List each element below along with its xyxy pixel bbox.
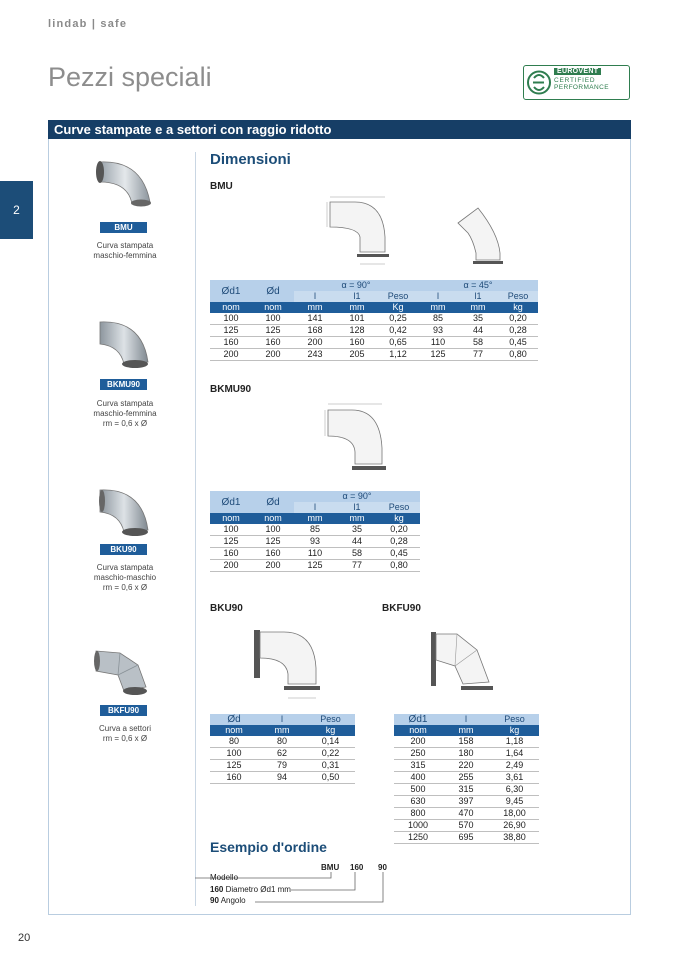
table-cell: 200 xyxy=(252,560,294,572)
order-code-model: BMU xyxy=(321,863,340,872)
bkfu90-drawing xyxy=(425,620,505,700)
table-cell: 180 xyxy=(442,748,490,760)
table-cell: 695 xyxy=(442,832,490,844)
table-cell: 1,12 xyxy=(378,349,418,361)
table-cell: 85 xyxy=(294,524,336,536)
bmu-table: Ød1 Ød α = 90° α = 45° l l1 Peso l l1 Peso nom nom mm mm Kg mm mm kg 100 100 141 101 0,25 85 35 0,20 125 125 168 128 0,42 93 44 0,28 160 160 200 160 0,65 110 58 0,45 200 200 243 205 1,12 125 77 0,80 xyxy=(210,280,538,361)
table-cell: 800 xyxy=(394,808,442,820)
eurovent-line3: PERFORMANCE xyxy=(554,84,609,91)
table-cell: 243 xyxy=(294,349,336,361)
bkmu90-badge: BKMU90 xyxy=(100,379,147,390)
table-cell: 160 xyxy=(210,548,252,560)
table-cell: 200 xyxy=(294,337,336,349)
table-cell: 44 xyxy=(336,536,378,548)
table-row xyxy=(394,736,539,748)
table-cell: 397 xyxy=(442,796,490,808)
order-line-model: Modello xyxy=(210,873,239,882)
bku90-table: Ød l Peso nom mm kg 80 80 0,14 100 62 0,22 125 79 0,31 160 94 0,50 xyxy=(210,714,355,784)
eurovent-line1: EUROVENT xyxy=(554,68,601,75)
bkmu90-caption: Curva stampata maschio-femmina rm = 0,6 x Ø xyxy=(93,399,157,428)
table-row xyxy=(210,548,420,560)
table-cell: 128 xyxy=(336,325,378,337)
table-cell: 0,25 xyxy=(378,313,418,325)
table-cell: 0,50 xyxy=(306,772,355,784)
table-cell: 200 xyxy=(210,349,252,361)
chapter-tab: 2 xyxy=(0,181,33,239)
table-cell: 100 xyxy=(210,524,252,536)
table-cell: 1,64 xyxy=(490,748,539,760)
page-number: 20 xyxy=(18,932,31,944)
table-row xyxy=(394,784,539,796)
page-title: Pezzi speciali xyxy=(48,62,212,92)
table-cell: 85 xyxy=(418,313,458,325)
table-cell: 168 xyxy=(294,325,336,337)
table-cell: 79 xyxy=(258,760,306,772)
table-cell: 200 xyxy=(210,560,252,572)
table-cell: 0,28 xyxy=(378,536,420,548)
table-row xyxy=(210,560,420,572)
order-line-angle: 90 Angolo xyxy=(210,896,246,905)
bku90-subtitle: BKU90 xyxy=(210,603,243,614)
table-cell: 6,30 xyxy=(490,784,539,796)
table-cell: 125 xyxy=(294,560,336,572)
table-cell: 38,80 xyxy=(490,832,539,844)
table-cell: 100 xyxy=(252,524,294,536)
table-cell: 35 xyxy=(336,524,378,536)
table-cell: 44 xyxy=(458,325,498,337)
table-cell: 0,14 xyxy=(306,736,355,748)
table-cell: 3,61 xyxy=(490,772,539,784)
bmu-badge: BMU xyxy=(100,222,147,233)
table-cell: 160 xyxy=(210,772,258,784)
table-cell: 315 xyxy=(394,760,442,772)
table-row xyxy=(394,832,539,844)
bkfu90-subtitle: BKFU90 xyxy=(382,603,421,614)
table-cell: 141 xyxy=(294,313,336,325)
bmu-45-drawing xyxy=(458,208,500,260)
table-row xyxy=(394,772,539,784)
table-cell: 0,31 xyxy=(306,760,355,772)
table-cell: 0,42 xyxy=(378,325,418,337)
table-row xyxy=(210,325,538,337)
table-cell: 500 xyxy=(394,784,442,796)
dimensions-title: Dimensioni xyxy=(210,151,291,168)
table-row xyxy=(210,349,538,361)
table-cell: 0,20 xyxy=(498,313,538,325)
bku90-badge: BKU90 xyxy=(100,544,147,555)
table-row xyxy=(394,760,539,772)
order-code-diameter: 160 xyxy=(350,863,364,872)
table-cell: 255 xyxy=(442,772,490,784)
table-cell: 125 xyxy=(210,325,252,337)
table-cell: 93 xyxy=(294,536,336,548)
table-cell: 2,49 xyxy=(490,760,539,772)
bku90-product-image xyxy=(94,484,152,540)
table-row xyxy=(210,337,538,349)
bkmu90-product-image xyxy=(94,316,152,372)
table-cell: 125 xyxy=(252,325,294,337)
table-cell: 1,18 xyxy=(490,736,539,748)
bkfu90-table: Ød1 l Peso nom mm kg 200 158 1,18 250 180 1,64 315 220 2,49 400 255 3,61 500 315 6,30 630 397 9,45 800 470 18,00 1000 570 26,90 1250 695 38,80 xyxy=(394,714,539,844)
table-cell: 62 xyxy=(258,748,306,760)
table-cell: 160 xyxy=(252,548,294,560)
table-row xyxy=(210,736,355,748)
order-line-diameter: 160 Diametro Ød1 mm xyxy=(210,885,291,894)
order-example-title: Esempio d'ordine xyxy=(210,839,327,855)
table-cell: 470 xyxy=(442,808,490,820)
table-cell: 125 xyxy=(418,349,458,361)
table-cell: 200 xyxy=(252,349,294,361)
table-cell: 58 xyxy=(336,548,378,560)
table-cell: 125 xyxy=(210,536,252,548)
eurovent-e-icon xyxy=(527,69,551,96)
bmu-caption: Curva stampata maschio-femmina xyxy=(93,241,157,260)
table-cell: 400 xyxy=(394,772,442,784)
table-cell: 0,22 xyxy=(306,748,355,760)
table-row xyxy=(394,820,539,832)
table-cell: 160 xyxy=(210,337,252,349)
table-cell: 80 xyxy=(210,736,258,748)
table-cell: 205 xyxy=(336,349,378,361)
table-cell: 0,45 xyxy=(498,337,538,349)
table-cell: 1000 xyxy=(394,820,442,832)
table-cell: 125 xyxy=(210,760,258,772)
table-cell: 93 xyxy=(418,325,458,337)
table-cell: 58 xyxy=(458,337,498,349)
table-cell: 250 xyxy=(394,748,442,760)
table-cell: 200 xyxy=(394,736,442,748)
bku90-drawing xyxy=(240,618,330,706)
table-row xyxy=(210,772,355,784)
table-cell: 220 xyxy=(442,760,490,772)
table-row xyxy=(210,536,420,548)
table-cell: 1250 xyxy=(394,832,442,844)
table-cell: 570 xyxy=(442,820,490,832)
eurovent-certification-logo xyxy=(523,65,630,100)
bkfu90-badge: BKFU90 xyxy=(100,705,147,716)
table-cell: 101 xyxy=(336,313,378,325)
table-cell: 0,80 xyxy=(378,560,420,572)
table-cell: 35 xyxy=(458,313,498,325)
table-cell: 18,00 xyxy=(490,808,539,820)
bmu-product-image xyxy=(92,152,156,212)
bkmu90-table: Ød1 Ød α = 90° l l1 Peso nom nom mm mm kg 100 100 85 35 0,20 125 125 93 44 0,28 160 160 110 58 0,45 200 200 125 77 0,80 xyxy=(210,491,420,572)
table-row xyxy=(210,313,538,325)
table-cell: 100 xyxy=(252,313,294,325)
table-cell: 77 xyxy=(336,560,378,572)
table-cell: 160 xyxy=(336,337,378,349)
table-row xyxy=(394,796,539,808)
table-row xyxy=(210,760,355,772)
table-cell: 125 xyxy=(252,536,294,548)
table-cell: 94 xyxy=(258,772,306,784)
bku90-caption: Curva stampata maschio-maschio rm = 0,6 x Ø xyxy=(93,563,157,592)
table-cell: 110 xyxy=(294,548,336,560)
table-cell: 630 xyxy=(394,796,442,808)
table-cell: 110 xyxy=(418,337,458,349)
section-title-bar: Curve stampate e a settori con raggio ridotto xyxy=(48,120,631,139)
bmu-90-drawing xyxy=(315,192,400,272)
table-row xyxy=(210,524,420,536)
table-cell: 315 xyxy=(442,784,490,796)
table-cell: 0,65 xyxy=(378,337,418,349)
table-row xyxy=(210,748,355,760)
eurovent-line2: CERTIFIED xyxy=(554,77,596,84)
table-cell: 77 xyxy=(458,349,498,361)
column-divider xyxy=(195,152,196,906)
table-cell: 160 xyxy=(252,337,294,349)
table-cell: 0,45 xyxy=(378,548,420,560)
table-cell: 158 xyxy=(442,736,490,748)
table-cell: 0,80 xyxy=(498,349,538,361)
table-cell: 9,45 xyxy=(490,796,539,808)
bkmu90-subtitle: BKMU90 xyxy=(210,384,252,395)
table-cell: 100 xyxy=(210,748,258,760)
order-code-angle: 90 xyxy=(378,863,387,872)
table-cell: 100 xyxy=(210,313,252,325)
table-cell: 26,90 xyxy=(490,820,539,832)
table-cell: 0,28 xyxy=(498,325,538,337)
table-cell: 0,20 xyxy=(378,524,420,536)
brand-label: lindab | safe xyxy=(48,18,128,30)
table-row xyxy=(394,808,539,820)
table-cell: 80 xyxy=(258,736,306,748)
bmu-subtitle: BMU xyxy=(210,181,233,192)
bkfu90-caption: Curva a settori rm = 0,6 x Ø xyxy=(98,724,152,743)
bkmu90-drawing xyxy=(310,400,395,484)
bkfu90-product-image xyxy=(90,645,152,701)
table-row xyxy=(394,748,539,760)
